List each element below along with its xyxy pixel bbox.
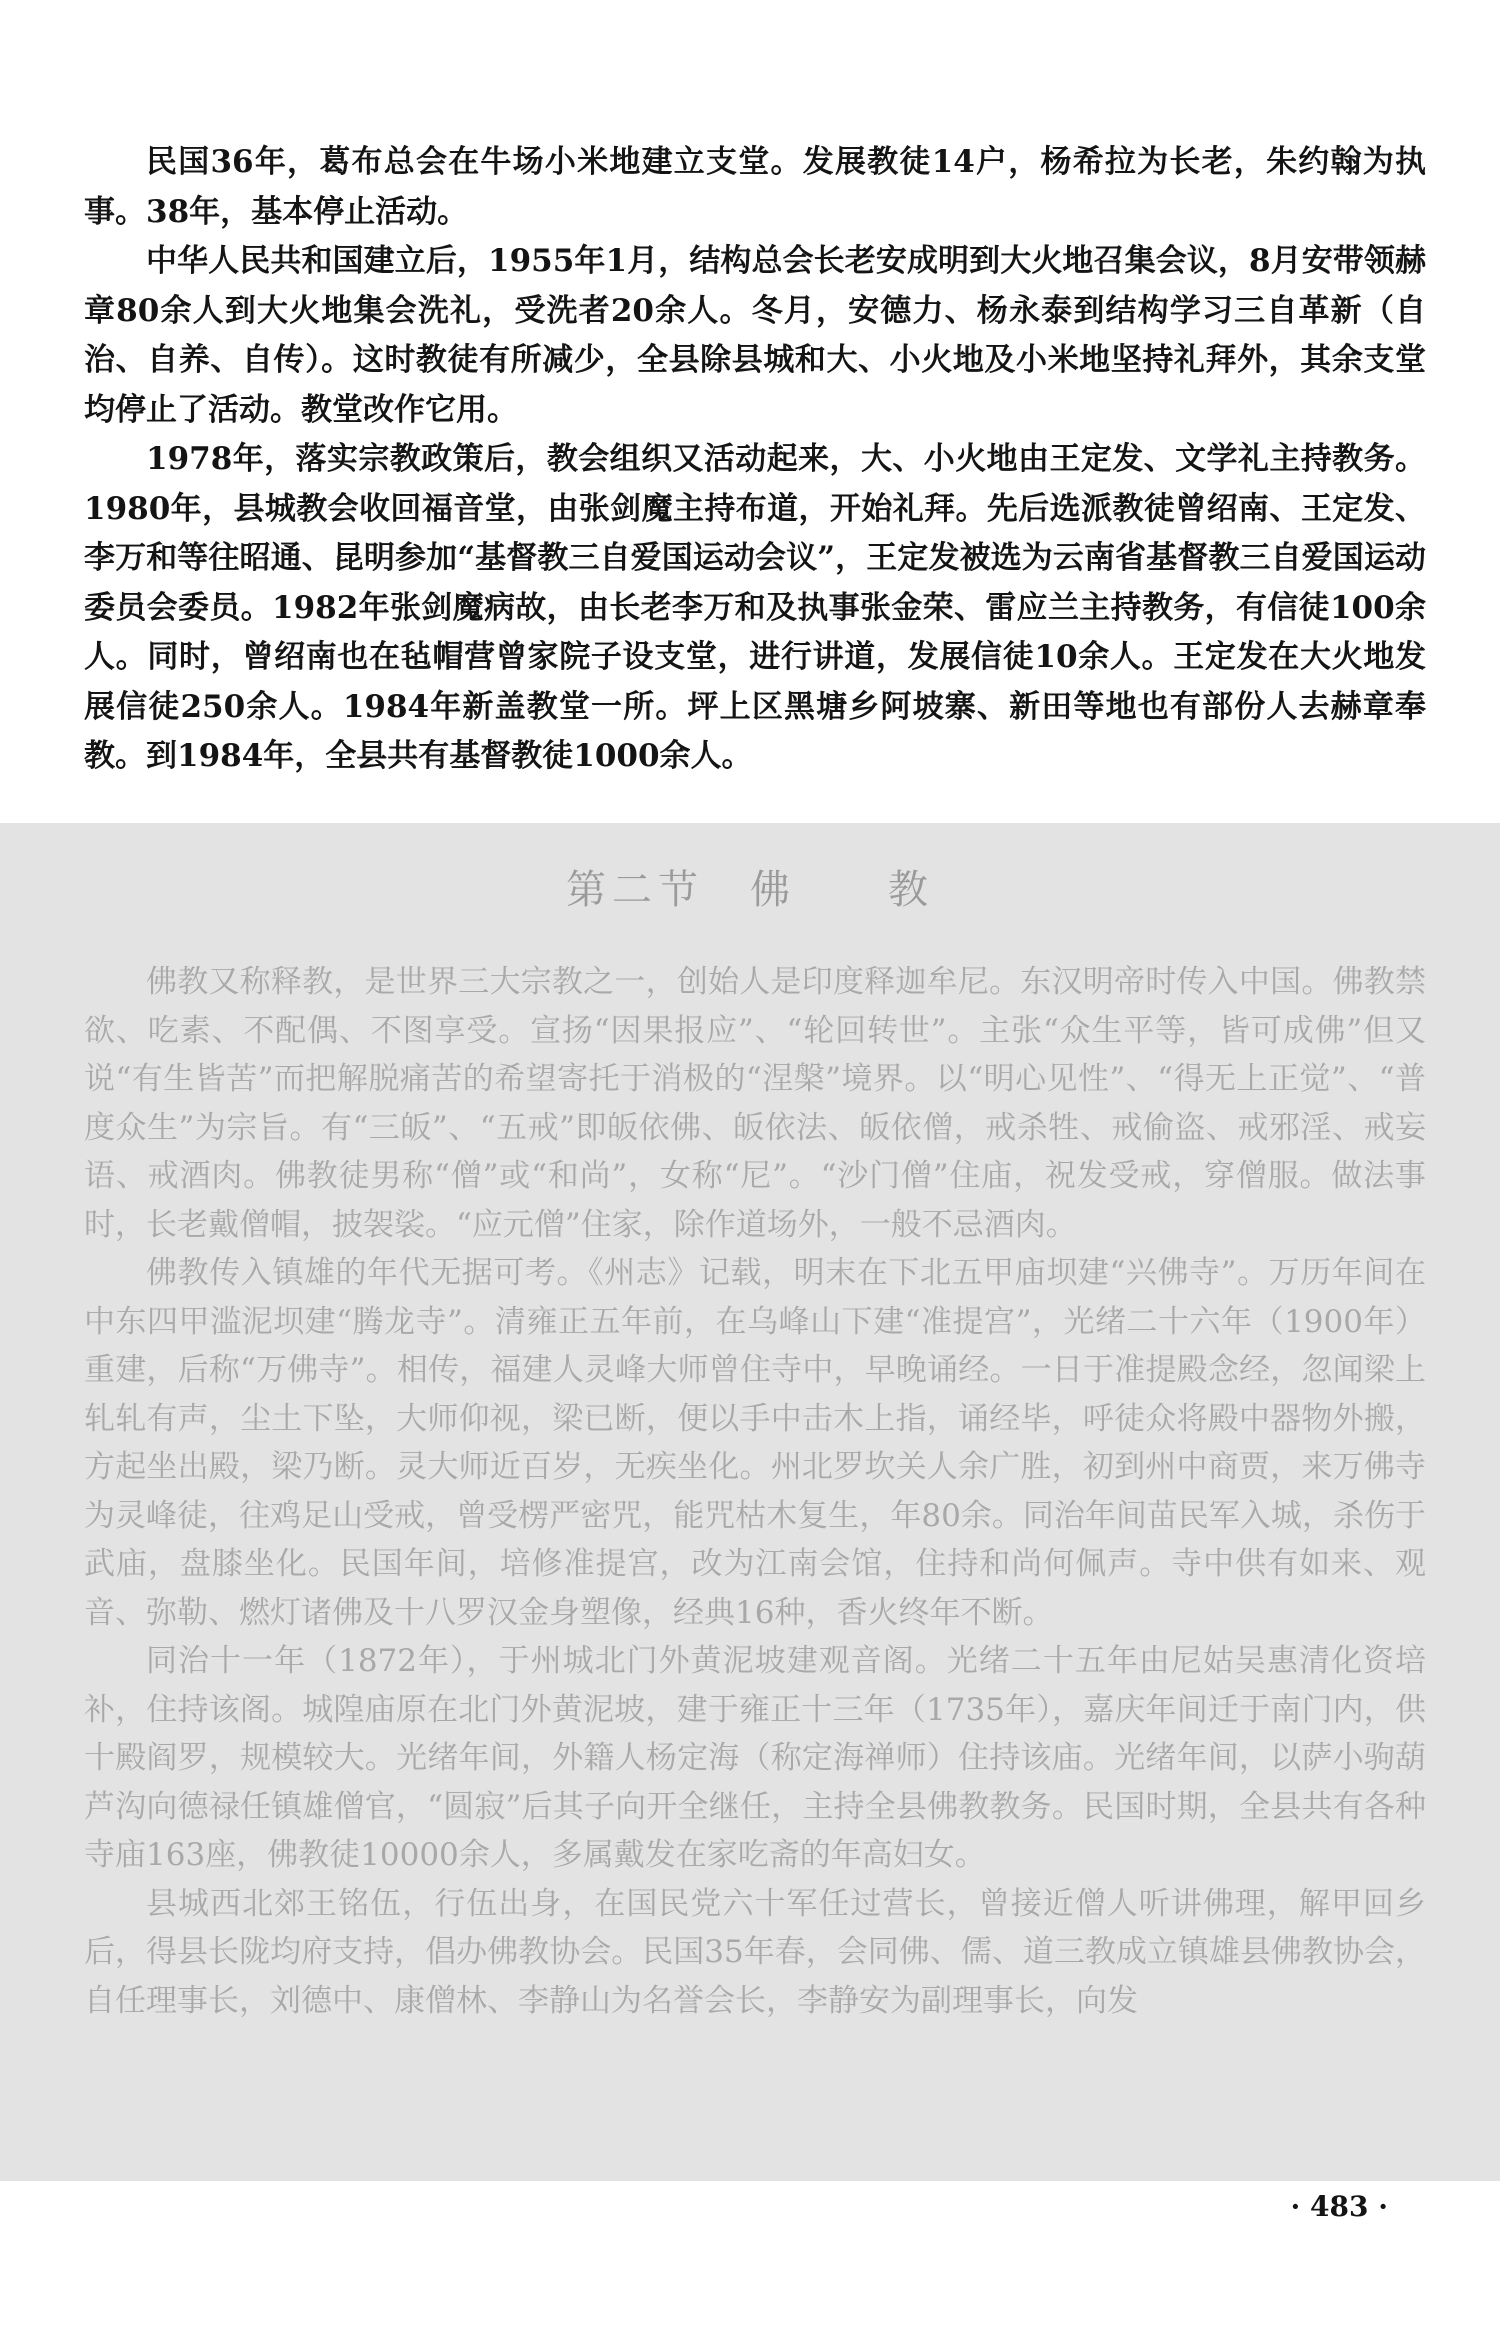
christianity-section-continued (84, 138, 1426, 782)
section-heading: 第二节 佛 教 (566, 867, 934, 913)
paragraph: 佛教又称释教，是世界三大宗教之一，创始人是印度释迦牟尼。东汉明帝时传入中国。佛教禁欲、吃素、不配偶、不图享受。宣扬“因果报应”、“轮回转世”。主张“众生平等，皆可成佛”但又说“有生皆苦”而把解脱痛苦的希望寄托于消极的“涅槃”境界。以“明心见性”、“得无上正觉”、“普度众生”为宗旨。有“三皈”、“五戒”即皈依佛、皈依法、皈依僧，戒杀牲、戒偷盗、戒邪淫、戒妄语、戒酒肉。佛教徒男称“僧”或“和尚”，女称“尼”。“沙门僧”住庙，祝发受戒，穿僧服。做法事时，长老戴僧帽，披袈裟。“应元僧”住家，除作道场外，一般不忌酒肉。 (84, 964, 1426, 1243)
buddhism-section (84, 958, 1426, 2025)
paragraph: 同治十一年（1872年），于州城北门外黄泥坡建观音阁。光绪二十五年由尼姑吴惠清化资培补，住持该阁。城隍庙原在北门外黄泥坡，建于雍正十三年（1735年），嘉庆年间迁于南门内，供十殿阎罗，规模较大。光绪年间，外籍人杨定海（称定海禅师）住持该庙。光绪年间，以萨小驹葫芦沟向德禄任镇雄僧官，“圆寂”后其子向开全继任，主持全县佛教教务。民国时期，全县共有各种寺庙163座，佛教徒10000余人，多属戴发在家吃斋的年高妇女。 (84, 1643, 1426, 1873)
paragraph: 佛教传入镇雄的年代无据可考。《州志》记载，明末在下北五甲庙坝建“兴佛寺”。万历年间在中东四甲滥泥坝建“腾龙寺”。清雍正五年前，在乌峰山下建“准提宫”，光绪二十六年（1900年）重建，后称“万佛寺”。相传，福建人灵峰大师曾住寺中，早晚诵经。一日于准提殿念经，忽闻梁上轧轧有声，尘土下坠，大师仰视，梁已断，便以手中击木上指，诵经毕，呼徒众将殿中器物外搬，方起坐出殿，梁乃断。灵大师近百岁，无疾坐化。州北罗坎关人余广胜，初到州中商贾，来万佛寺为灵峰徒，往鸡足山受戒，曾受楞严密咒，能咒枯木复生，年80余。同治年间苗民军入城，杀伤于武庙，盘膝坐化。民国年间，培修准提宫，改为江南会馆，住持和尚何佩声。寺中供有如来、观音、弥勒、燃灯诸佛及十八罗汉金身塑像，经典16种，香火终年不断。 (84, 1255, 1426, 1631)
paragraph: 1978年，落实宗教政策后，教会组织又活动起来，大、小火地由王定发、文学礼主持教务。1980年，县城教会收回福音堂，由张剑魔主持布道，开始礼拜。先后选派教徒曾绍南、王定发、李万和等往昭通、昆明参加“基督教三自爱国运动会议”，王定发被选为云南省基督教三自爱国运动委员会委员。1982年张剑魔病故，由长老李万和及执事张金荣、雷应兰主持教务，有信徒100余人。同时，曾绍南也在毡帽营曾家院子设支堂，进行讲道，发展信徒10余人。王定发在大火地发展信徒250余人。1984年新盖教堂一所。坪上区黑塘乡阿坡寨、新田等地也有部份人去赫章奉教。到1984年，全县共有基督教徒1000余人。 (84, 441, 1426, 774)
paragraph: 中华人民共和国建立后，1955年1月，结构总会长老安成明到大火地召集会议，8月安带领赫章80余人到大火地集会洗礼，受洗者20余人。冬月，安德力、杨永泰到结构学习三自革新（自治、自养、自传）。这时教徒有所减少，全县除县城和大、小火地及小米地坚持礼拜外，其余支堂均停止了活动。教堂改作它用。 (84, 243, 1426, 428)
page-number: · 483 · (1290, 2190, 1388, 2223)
paragraph: 县城西北郊王铭伍，行伍出身，在国民党六十军任过营长，曾接近僧人听讲佛理，解甲回乡后，得县长陇均府支持，倡办佛教协会。民国35年春，会同佛、儒、道三教成立镇雄县佛教协会，自任理事长，刘德中、康僧林、李静山为名誉会长，李静安为副理事长，向发 (84, 1885, 1426, 2019)
paragraph: 民国36年，葛布总会在牛场小米地建立支堂。发展教徒14户，杨希拉为长老，朱约翰为执事。38年，基本停止活动。 (84, 144, 1426, 230)
